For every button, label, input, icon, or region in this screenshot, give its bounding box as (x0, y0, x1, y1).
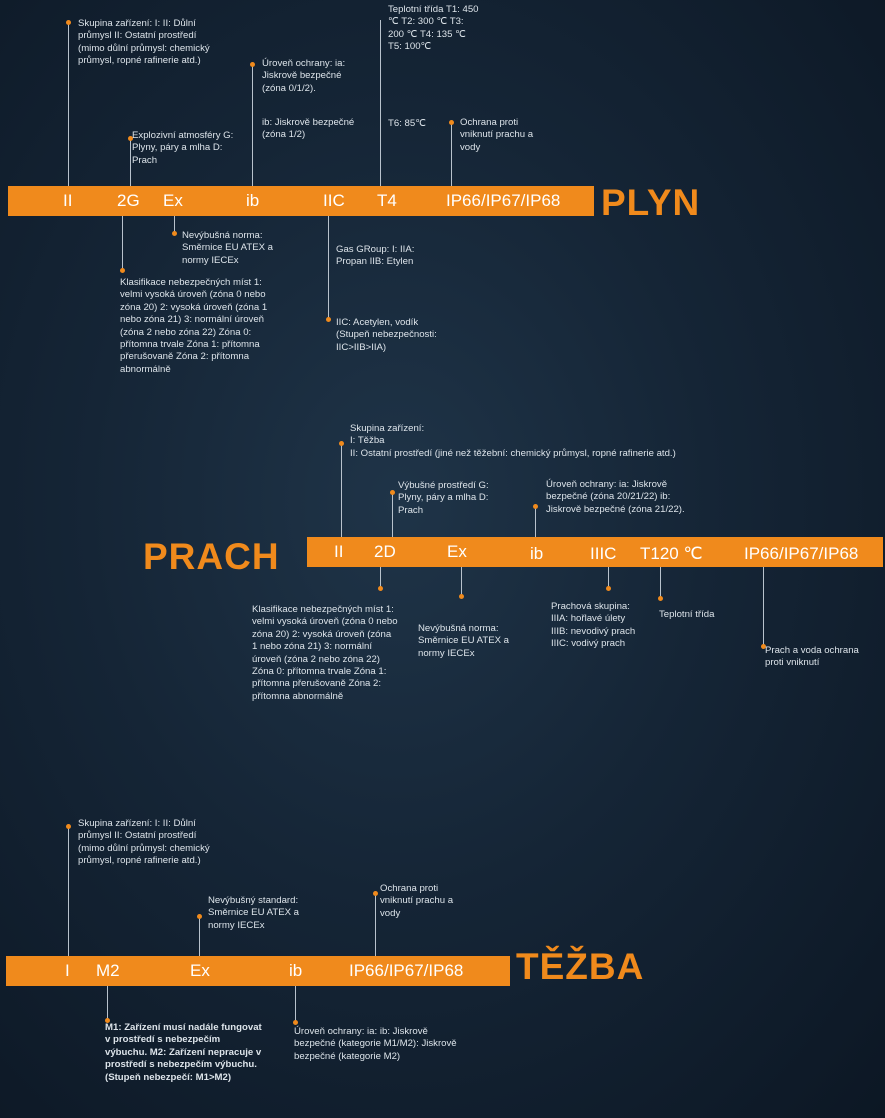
plyn-line-ip (451, 124, 452, 186)
plyn-note-temp-class: Teplotní třída T1: 450 ℃ T2: 300 ℃ T3: 200 ℃ T4: 135 ℃ T5: 100℃ (388, 4, 479, 53)
plyn-line-gasgroup (328, 216, 329, 320)
plyn-code-group: II (63, 191, 73, 210)
prach-code-protection: ib (530, 544, 544, 563)
plyn-title: PLYN (601, 182, 701, 223)
prach-note-ip: Prach a voda ochrana proti vniknutí (765, 645, 859, 669)
tezba-note-standard: Nevýbušný standard: Směrnice EU ATEX a normy IECEx (208, 895, 299, 931)
prach-note-dust-iiia: IIIA: hořlavé úlety (551, 613, 626, 625)
prach-dot-dust (606, 586, 611, 591)
tezba-dot-ip (373, 891, 378, 896)
prach-note-norm: Nevýbušná norma: Směrnice EU ATEX a normy IECEx (418, 623, 509, 659)
plyn-code-ip: IP66/IP67/IP68 (446, 191, 561, 210)
prach-dot-norm (459, 594, 464, 599)
plyn-note-zones: Klasifikace nebezpečných míst 1: velmi vysoká úroveň (zóna 0 nebo zóna 20) 2: vysoká úroveň (zóna 1 nebo zóna 21) 3: normální úroveň (zóna 2 nebo zóna 22) Zóna 0: přítomna trvale Zóna 1: přítomna přerušovaně Zóna 2: přítomna abnormálně (120, 277, 268, 375)
prach-note-protection: Úroveň ochrany: ia: Jiskrově bezpečné (zóna 20/21/22) ib: Jiskrově bezpečné (zóna 21/22). (546, 479, 685, 515)
prach-code-category: 2D (374, 542, 396, 561)
plyn-code-gas-group: IIC (323, 191, 345, 210)
plyn-dot-norm (172, 231, 177, 236)
prach-code-temp: T120 ℃ (640, 544, 703, 563)
prach-note-group (350, 423, 690, 460)
tezba-line-ip (375, 895, 376, 956)
tezba-title: TĚŽBA (516, 946, 645, 987)
prach-dot-zones (378, 586, 383, 591)
tezba-code-ip: IP66/IP67/IP68 (349, 961, 464, 980)
plyn-code-ex: Ex (163, 191, 183, 210)
plyn-note-norm: Nevýbušná norma: Směrnice EU ATEX a normy IECEx (182, 230, 273, 266)
prach-title: PRACH (143, 536, 280, 577)
tezba-line-group (68, 828, 69, 956)
prach-dot-group (339, 441, 344, 446)
plyn-code-protection: ib (246, 191, 260, 210)
plyn-dot-zones (120, 268, 125, 273)
plyn-line-protection (252, 66, 253, 186)
tezba-note-ip: Ochrana proti vniknutí prachu a vody (380, 883, 454, 919)
plyn-note-gas-group: Gas GRoup: I: IIA: Propan IIB: Etylen (336, 244, 415, 268)
prach-dot-protection (533, 504, 538, 509)
tezba-code-ex: Ex (190, 961, 210, 980)
tezba-code-group: I (65, 961, 70, 980)
prach-line-atmosphere (392, 494, 393, 537)
prach-note-temp: Teplotní třída (659, 609, 715, 620)
prach-note-atmosphere: Výbušné prostředí G: Plyny, páry a mlha D: Prach (398, 480, 489, 516)
plyn-code-temp: T4 (377, 191, 397, 210)
plyn-note-group: Skupina zařízení: I: II: Důlní průmysl II: Ostatní prostředí (mimo důlní průmysl: chemický průmysl, ropné rafinerie atd.) (78, 18, 210, 67)
tezba-code-category: M2 (96, 961, 120, 980)
plyn-dot-gasgroup (326, 317, 331, 322)
plyn-dot-ip (449, 120, 454, 125)
tezba-code-protection: ib (289, 961, 303, 980)
tezba-line-protection (295, 986, 296, 1022)
tezba-dot-protection (293, 1020, 298, 1025)
tezba-dot-standard (197, 914, 202, 919)
prach-line-ip (763, 567, 764, 647)
plyn-note-protection-ia: Úroveň ochrany: ia: Jiskrově bezpečné (zóna 0/1/2). (262, 58, 346, 94)
prach-note-zones: Klasifikace nebezpečných míst 1: velmi vysoká úroveň (zóna 0 nebo zóna 20) 2: vysoká úroveň (zóna 1 nebo zóna 21) 3: normální úroveň (zóna 2 nebo zóna 22) Zóna 0: přítomna trvale Zóna 1: přítomna přerušovaně Zóna 2: přítomna abnormálně (252, 604, 398, 702)
tezba-line-standard (199, 918, 200, 956)
plyn-note-gas-iic: IIC: Acetylen, vodík (Stupeň nebezpečnosti: IIC>IIB>IIA) (336, 317, 437, 353)
prach-code-ex: Ex (447, 542, 467, 561)
plyn-note-ip: Ochrana proti vniknutí prachu a vody (460, 117, 534, 153)
plyn-line-atmosphere (130, 140, 131, 186)
prach-dot-temp (658, 596, 663, 601)
prach-note-dust (551, 601, 651, 651)
plyn-note-temp-t6: T6: 85℃ (388, 118, 426, 129)
prach-code-ip: IP66/IP67/IP68 (744, 544, 859, 563)
plyn-note-protection-ib: ib: Jiskrově bezpečné (zóna 1/2) (262, 117, 355, 141)
prach-note-group-i: I: Těžba (350, 435, 385, 447)
prach-dot-atmosphere (390, 490, 395, 495)
tezba-line-m (107, 986, 108, 1020)
prach-code-group: II (334, 542, 344, 561)
plyn-note-atmosphere: Explozivní atmosféry G: Plyny, páry a mlha D: Prach (132, 130, 234, 166)
prach-code-dust-group: IIIC (590, 544, 617, 563)
plyn-line-group (68, 24, 69, 186)
prach-line-temp (660, 567, 661, 599)
plyn-dot-group (66, 20, 71, 25)
prach-note-group-title: Skupina zařízení: (350, 423, 425, 434)
tezba-dot-group (66, 824, 71, 829)
prach-note-dust-title: Prachová skupina: (551, 601, 630, 612)
tezba-note-group: Skupina zařízení: I: II: Důlní průmysl II: Ostatní prostředí (mimo důlní průmysl: chemický průmysl, ropné rafinerie atd.) (78, 818, 210, 867)
tezba-note-protection: Úroveň ochrany: ia: ib: Jiskrově bezpečné (kategorie M1/M2): Jiskrově bezpečné (kategorie M2) (294, 1026, 457, 1062)
prach-line-norm (461, 567, 462, 597)
plyn-code-category: 2G (117, 191, 140, 210)
plyn-dot-protection (250, 62, 255, 67)
tezba-note-m-levels: M1: Zařízení musí nadále fungovat v prostředí s nebezpečím výbuchu. M2: Zařízení nepracuje v prostředí s nebezpečím výbuchu. (Stupeň nebezpečí: M1>M2) (105, 1022, 262, 1083)
prach-line-protection (535, 507, 536, 537)
plyn-line-temp (380, 20, 381, 186)
prach-note-group-ii: II: Ostatní prostředí (jiné než těžební: chemický průmysl, ropné rafinerie atd.) (350, 447, 676, 459)
plyn-line-zones (122, 216, 123, 270)
prach-note-dust-iiic: IIIC: vodivý prach (551, 638, 626, 650)
prach-line-group (341, 444, 342, 537)
prach-note-dust-iiib: IIIB: nevodivý prach (551, 625, 636, 637)
